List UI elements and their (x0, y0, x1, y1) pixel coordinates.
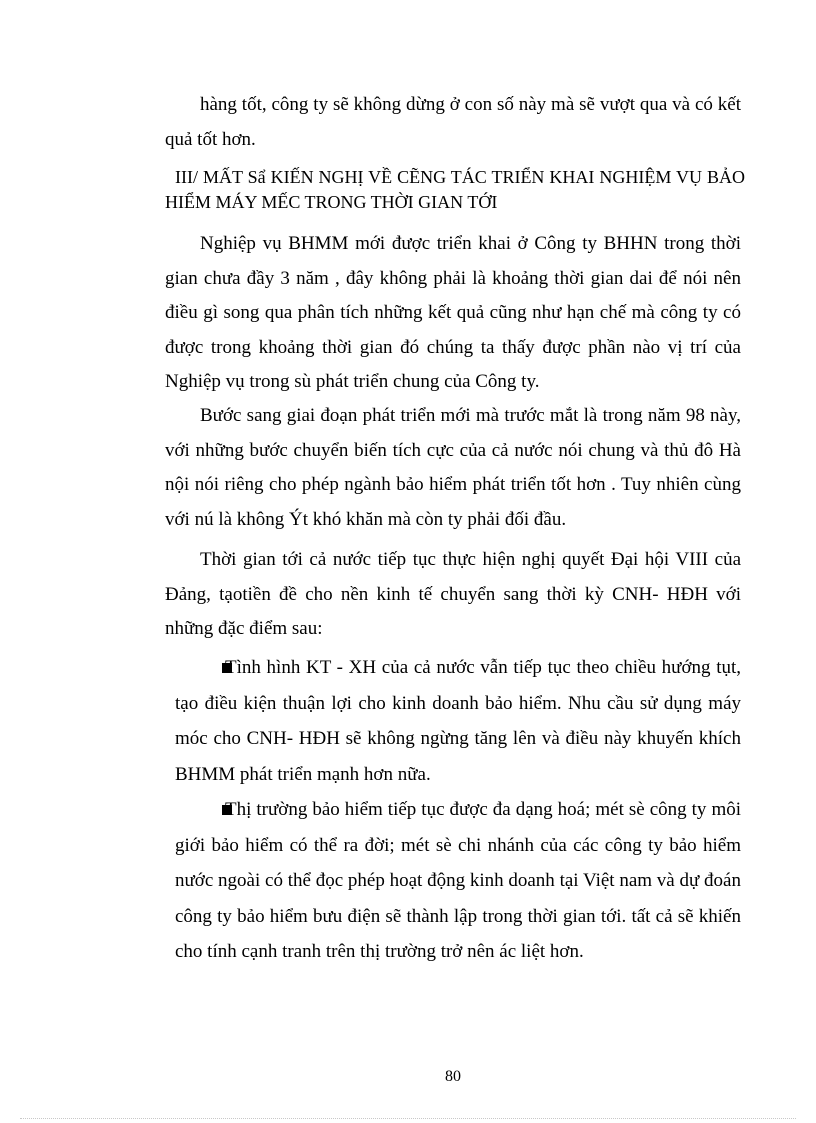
section-heading: III/ MẤT Sẩ KIẾN NGHỊ VỀ CẼNG TÁC TRIỂN KHAI NGHIỆM VỤ BẢO HIỂM MÁY MẾC TRONG THỜI GIAN TỚI (165, 167, 745, 212)
paragraph-3: Thời gian tới cả nước tiếp tục thực hiện nghị quyết Đại hội VIII của Đảng, tạotiền đề cho nền kinh tế chuyển sang thời kỳ CNH- HĐH với những đặc điểm sau: (165, 549, 741, 639)
bullet-item-1: Tình hình KT - XH của cả nước vẫn tiếp tục theo chiều hướng tụt, tạo điều kiện thuận lợi cho kinh doanh bảo hiểm. Nhu cầu sử dụng máy móc cho CNH- HĐH sẽ không ngừng tăng lên và điều này khuyến khích BHMM phát triển mạnh hơn nữa. (175, 657, 741, 785)
paragraph-1: Nghiệp vụ BHMM mới được triển khai ở Công ty BHHN trong thời gian chưa đầy 3 năm , đây không phải là khoảng thời gian dai để nói nên điều gì song qua phân tích những kết quả cũng như hạn chế mà công ty có được trong khoảng thời gian đó chúng ta thấy được phần nào vị trí của Nghiệp vụ trong sù phát triển chung của Công ty. (165, 233, 741, 392)
page-bottom-divider (20, 1118, 796, 1119)
paragraph-2: Bước sang giai đoạn phát triển mới mà trước mắt là trong năm 98 này, với những bước chuyển biến tích cực của cả nước nói chung và thủ đô Hà nội nói riêng cho phép ngành bảo hiểm phát triển tốt hơn . Tuy nhiên cùng với nú là không Ýt khó khăn mà còn ty phải đối đầu. (165, 405, 741, 530)
bullet-item-2: Thị trường bảo hiểm tiếp tục được đa dạng hoá; mét sè công ty môi giới bảo hiểm có thể ra đời; mét sè chi nhánh của các công ty bảo hiểm nước ngoài có thể đọc phép hoạt động kinh doanh tại Việt nam và dự đoán công ty bảo hiểm bưu điện sẽ thành lập trong thời gian tới. tất cả sẽ khiến cho tính cạnh tranh trên thị trường trở nên ác liệt hơn. (175, 799, 741, 962)
page-number: 80 (445, 1068, 461, 1085)
paragraph-continuation: hàng tốt, công ty sẽ không dừng ở con số này mà sẽ vượt qua và có kết quả tốt hơn. (165, 94, 741, 150)
